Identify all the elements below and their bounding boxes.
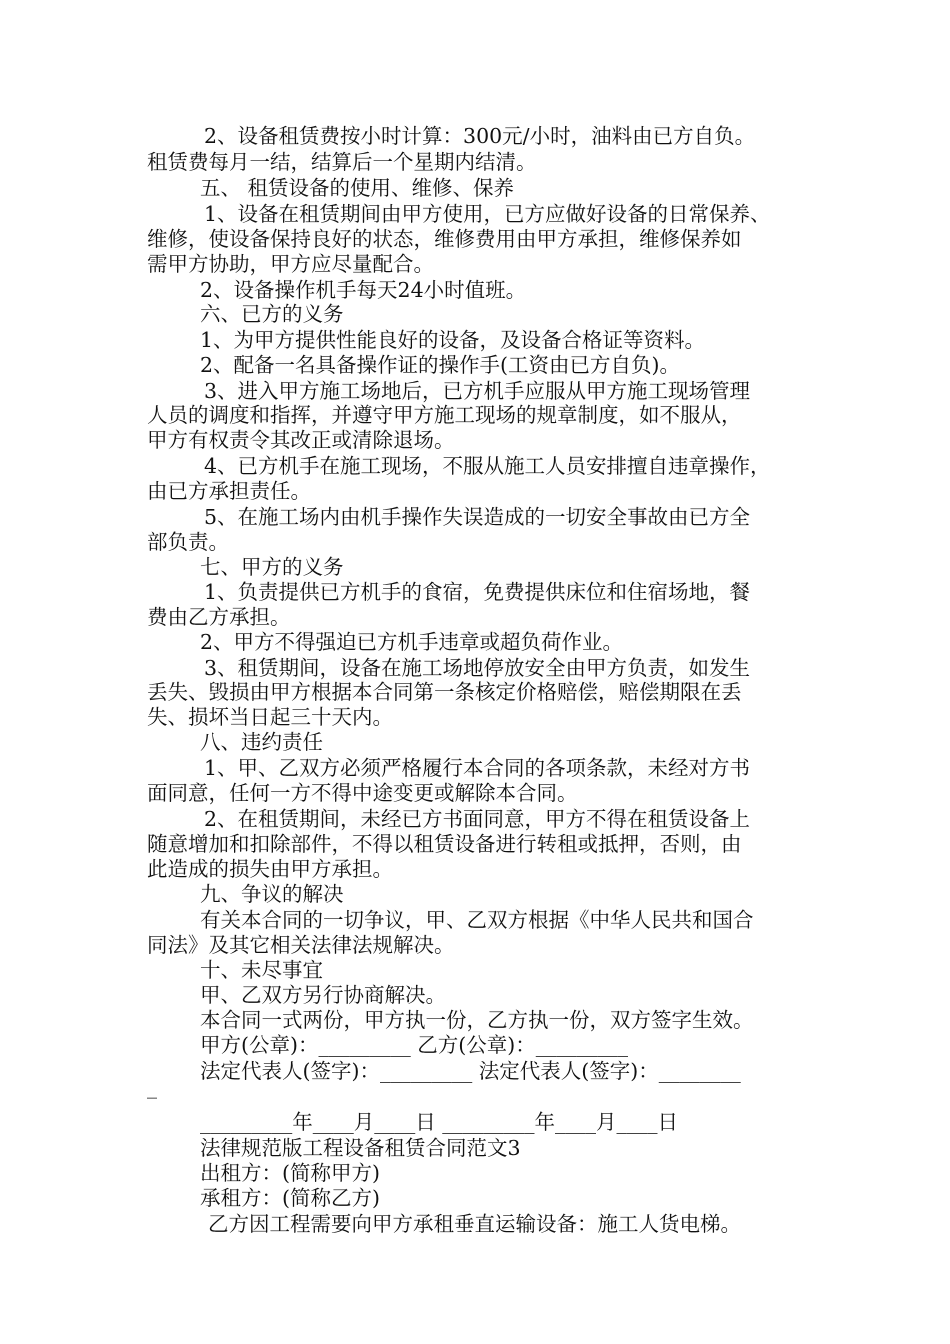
text-line: 4、已方机手在施工现场，不服从施工人员安排擅自违章操作， <box>204 454 771 478</box>
text-line: 本合同一式两份，甲方执一份，乙方执一份，双方签字生效。 <box>200 1008 754 1032</box>
text-line: 2、配备一名具备操作证的操作手(工资由已方自负)。 <box>200 353 681 377</box>
section-heading: 七、甲方的义务 <box>200 555 344 579</box>
section-heading: 八、违约责任 <box>200 730 323 754</box>
date-line: _________年____月____日 _________年____月____日 <box>200 1110 679 1134</box>
text-line: 1、为甲方提供性能良好的设备，及设备合格证等资料。 <box>200 328 706 352</box>
signature-line-wrap: _ <box>147 1075 157 1099</box>
text-line: 2、在租赁期间，未经已方书面同意，甲方不得在租赁设备上 <box>204 807 751 831</box>
document-title: 法律规范版工程设备租赁合同范文3 <box>200 1136 521 1160</box>
text-line: 5、在施工场内由机手操作失误造成的一切安全事故由已方全 <box>204 505 751 529</box>
seal-line: 甲方(公章)：_________ 乙方(公章)：_________ <box>200 1033 629 1057</box>
section-heading: 九、争议的解决 <box>200 882 344 906</box>
text-line: 3、租赁期间，设备在施工场地停放安全由甲方负责，如发生 <box>204 656 751 680</box>
text-line: 承租方：(简称乙方) <box>200 1186 380 1210</box>
section-heading: 五、 租赁设备的使用、维修、保养 <box>200 176 515 200</box>
text-line: 随意增加和扣除部件，不得以租赁设备进行转租或抵押，否则，由 <box>147 832 742 856</box>
text-line: 1、甲、乙双方必须严格履行本合同的各项条款，未经对方书 <box>204 756 751 780</box>
text-line: 维修，使设备保持良好的状态，维修费用由甲方承担，维修保养如 <box>147 227 742 251</box>
text-line: 2、设备操作机手每天24小时值班。 <box>200 278 527 302</box>
signature-line: 法定代表人(签字)：_________ 法定代表人(签字)：________ <box>200 1059 741 1083</box>
text-line: 面同意，任何一方不得中途变更或解除本合同。 <box>147 781 578 805</box>
section-heading: 十、未尽事宜 <box>200 958 323 982</box>
text-line: 3、进入甲方施工场地后，已方机手应服从甲方施工现场管理 <box>204 379 751 403</box>
text-line: 需甲方协助，甲方应尽量配合。 <box>147 252 434 276</box>
text-line: 出租方：(简称甲方) <box>200 1161 380 1185</box>
text-line: 丢失、毁损由甲方根据本合同第一条核定价格赔偿，赔偿期限在丢 <box>147 680 742 704</box>
text-line: 人员的调度和指挥，并遵守甲方施工现场的规章制度，如不服从， <box>147 403 742 427</box>
text-line: 同法》及其它相关法律法规解决。 <box>147 933 455 957</box>
text-line: 失、损坏当日起三十天内。 <box>147 705 393 729</box>
text-line: 1、设备在租赁期间由甲方使用，已方应做好设备的日常保养、 <box>204 202 771 226</box>
text-line: 2、设备租赁费按小时计算：300元/小时，油料由已方自负。 <box>204 124 756 148</box>
text-line: 此造成的损失由甲方承担。 <box>147 857 393 881</box>
section-heading: 六、已方的义务 <box>200 302 344 326</box>
text-line: 部负责。 <box>147 530 229 554</box>
text-line: 甲方有权责令其改正或清除退场。 <box>147 428 455 452</box>
text-line: 由已方承担责任。 <box>147 479 311 503</box>
text-line: 租赁费每月一结，结算后一个星期内结清。 <box>147 150 537 174</box>
text-line: 1、负责提供已方机手的食宿，免费提供床位和住宿场地，餐 <box>204 580 751 604</box>
text-line: 甲、乙双方另行协商解决。 <box>200 983 446 1007</box>
text-line: 费由乙方承担。 <box>147 605 291 629</box>
text-line: 乙方因工程需要向甲方承租垂直运输设备：施工人货电梯。 <box>208 1212 741 1236</box>
text-line: 2、甲方不得强迫已方机手违章或超负荷作业。 <box>200 630 624 654</box>
text-line: 有关本合同的一切争议，甲、乙双方根据《中华人民共和国合 <box>200 908 754 932</box>
